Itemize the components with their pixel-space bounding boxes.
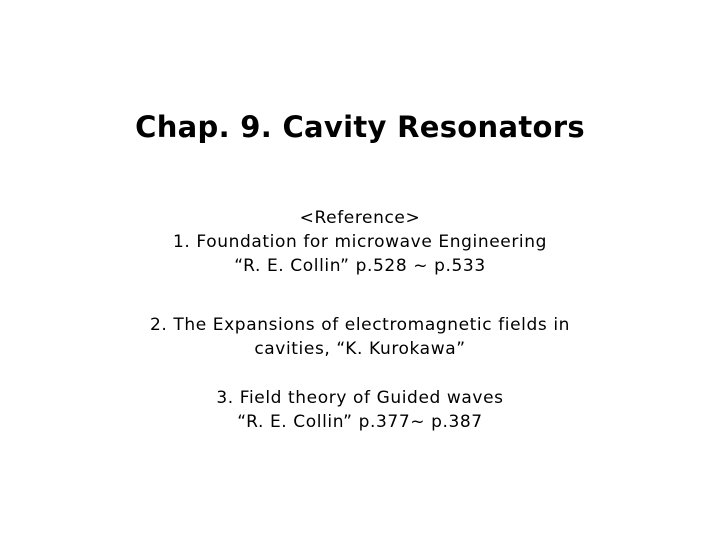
- reference-block-1: [0, 206, 720, 278]
- reference-3-line-1: 3. Field theory of Guided waves: [216, 388, 504, 408]
- reference-heading: <Reference>: [299, 208, 421, 228]
- slide-title: Chap. 9. Cavity Resonators: [135, 110, 585, 144]
- reference-2-line-1: 2. The Expansions of electromagnetic fields in: [149, 315, 571, 335]
- reference-2-line-2: cavities, “K. Kurokawa”: [254, 339, 466, 359]
- reference-block-3: [0, 386, 720, 434]
- reference-1-line-1: 1. Foundation for microwave Engineering: [173, 232, 547, 252]
- reference-3-line-2: “R. E. Collin” p.377~ p.387: [237, 412, 483, 432]
- reference-block-2: [0, 313, 720, 361]
- reference-1-line-2: “R. E. Collin” p.528 ~ p.533: [234, 256, 486, 276]
